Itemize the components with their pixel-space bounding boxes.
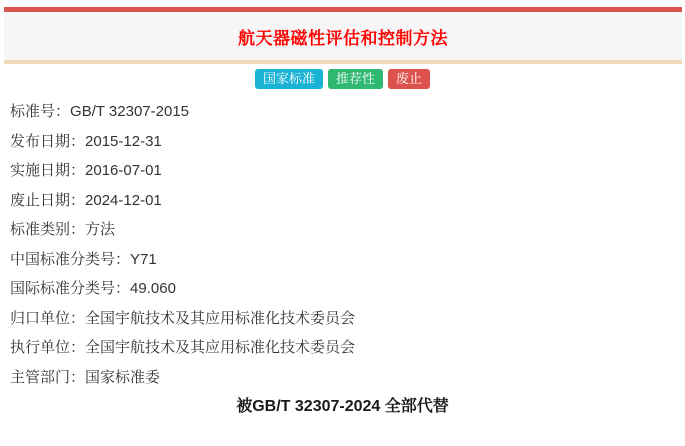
field-value: GB/T 32307-2015 — [70, 103, 190, 120]
field-ccs-code — [10, 245, 675, 275]
field-value: 49.060 — [130, 280, 176, 297]
field-label: 主管部门 — [10, 368, 71, 386]
field-value: 国家标准委 — [85, 368, 161, 386]
field-label: 实施日期 — [10, 162, 71, 179]
field-separator: ： — [70, 309, 86, 327]
page-title: 航天器磁性评估和控制方法 — [238, 28, 448, 48]
badge-national-standard: 国家标准 — [255, 69, 323, 89]
field-standard-category — [10, 215, 675, 245]
field-value: Y71 — [130, 250, 157, 268]
field-label: 执行单位 — [10, 339, 71, 356]
field-label: 国际标准分类号 — [10, 280, 116, 297]
standard-info-list — [0, 97, 685, 392]
field-value: 2016-07-01 — [85, 162, 162, 179]
field-label: 中国标准分类号 — [10, 250, 116, 268]
field-label: 归口单位 — [10, 309, 71, 327]
field-separator: ： — [115, 250, 131, 268]
field-separator: ： — [70, 191, 86, 209]
field-separator: ： — [70, 368, 86, 386]
field-executive-unit — [10, 333, 675, 363]
badge-recommended: 推荐性 — [328, 69, 383, 89]
page-header — [4, 7, 682, 64]
field-label: 发布日期 — [10, 132, 71, 150]
field-value: 2015-12-31 — [85, 132, 162, 150]
field-standard-number — [10, 97, 675, 127]
field-separator: ： — [70, 132, 86, 150]
field-value: 全国宇航技术及其应用标准化技术委员会 — [85, 339, 356, 356]
field-label: 标准号 — [10, 103, 56, 120]
field-separator: ： — [55, 103, 71, 120]
field-separator: ： — [70, 339, 86, 356]
field-value: 方法 — [85, 221, 116, 238]
field-abolish-date — [10, 186, 675, 216]
field-label: 废止日期 — [10, 191, 71, 209]
field-separator: ： — [70, 162, 86, 179]
field-label: 标准类别 — [10, 221, 71, 238]
status-badge-row — [0, 69, 685, 89]
field-centralized-unit — [10, 304, 675, 334]
field-publish-date — [10, 127, 675, 157]
field-implement-date — [10, 156, 675, 186]
field-separator: ： — [115, 280, 131, 297]
field-separator: ： — [70, 221, 86, 238]
standard-detail-page — [0, 7, 685, 446]
field-competent-department — [10, 363, 675, 393]
replaced-by-notice: 被GB/T 32307-2024 全部代替 — [236, 398, 449, 415]
badge-abolished: 废止 — [388, 69, 430, 89]
field-value: 全国宇航技术及其应用标准化技术委员会 — [85, 309, 356, 327]
field-value: 2024-12-01 — [85, 191, 162, 209]
field-ics-code — [10, 274, 675, 304]
